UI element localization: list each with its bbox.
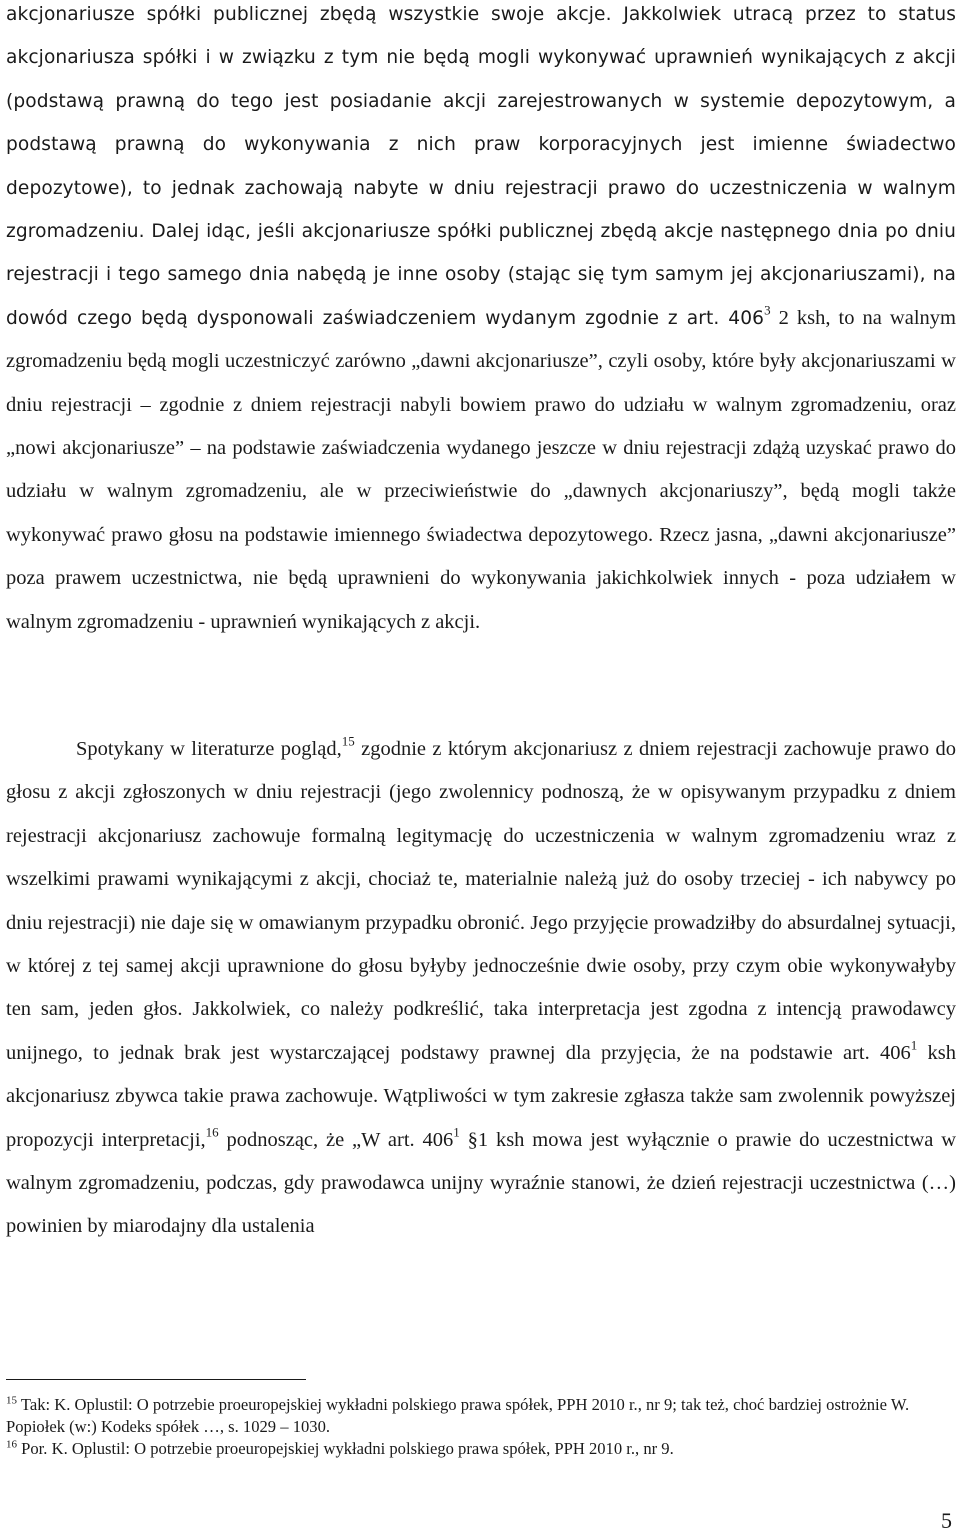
footnote-ref-15[interactable]: 15 bbox=[341, 733, 355, 749]
paragraph-1 bbox=[6, 0, 956, 644]
footnote-number-16: 16 bbox=[6, 1438, 17, 1450]
superscript-3: 3 bbox=[764, 302, 771, 318]
superscript-1-second: 1 bbox=[453, 1123, 460, 1139]
footnote-16 bbox=[6, 1438, 936, 1460]
footnotes bbox=[6, 1394, 936, 1459]
paragraph-2 bbox=[6, 728, 956, 1249]
paragraph-2-text-b: zgodnie z którym akcjonariusz z dniem rejestracji zachowuje prawo do głosu z akcji zgłoszonych w dniu rejestracji (jego zwolennicy podnoszą, że w opisywanym przypadku z dniem rejestracji akcjonariusz zachowuje formalną legitymację do uczestniczenia w walnym zgromadzeniu wraz z wszelkimi prawami wynikającymi z akcji, chociaż te, materialnie należą już do osoby trzeciej - ich nabywcy po dniu rejestracji) nie daje się w omawianym przypadku obronić. Jego przyjęcie prowadziłby do absurdalnej sytuacji, w której z tej samej akcji uprawnione do głosu byłyby jednocześnie dwie osoby, przy czym obie wykonywałyby ten sam, jeden głos. Jakkolwiek, co należy podkreślić, taka interpretacja jest zgodna z intencją prawodawcy unijnego, to jednak brak jest wystarczającej podstawy prawnej dla przyjęcia, że na podstawie art. 406 bbox=[6, 738, 956, 1064]
footnote-ref-16[interactable]: 16 bbox=[205, 1123, 219, 1139]
paragraph-1-text-a: akcjonariusze spółki publicznej zbędą wszystkie swoje akcje. Jakkolwiek utracą przez to status akcjonariusza spółki i w związku z tym nie będą mogli wykonywać uprawnień wynikających z akcji (podstawą prawną do tego jest posiadanie akcji zarejestrowanych w systemie depozytowym, a podstawą prawną do wykonywania z nich praw korporacyjnych jest imienne świadectwo depozytowe), to jednak zachowają nabyte w dniu rejestracji prawo do uczestniczenia w walnym zgromadzeniu. Dalej idąc, jeśli akcjonariusze spółki publicznej zbędą akcje następnego dnia po dniu rejestracji i tego samego dnia nabędą je inne osoby (stając się tym samym jej akcjonariuszami), na dowód czego będą dysponowali zaświadczeniem wydanym zgodnie z art. 406 bbox=[6, 4, 956, 329]
paragraph-2-text-c: ksh akcjonariusz zbywca takie prawa zachowuje. Wątpliwości w tym zakresie zgłasza także sam zwolennik powyższej propozycji interpretacji, bbox=[6, 1041, 956, 1151]
footnote-15-text: Tak: K. Oplustil: O potrzebie proeuropejskiej wykładni polskiego prawa spółek, PPH 2010 r., nr 9; tak też, choć bardziej ostrożnie W. Popiołek (w:) Kodeks spółek …, s. 1029 – 1030. bbox=[6, 1395, 910, 1436]
superscript-1: 1 bbox=[910, 1037, 918, 1053]
paragraph-1-text-b: 2 ksh, to na walnym zgromadzeniu będą mogli uczestniczyć zarówno „dawni akcjonariusze”, czyli osoby, które były akcjonariuszami w dniu rejestracji – zgodnie z dniem rejestracji nabyli bowiem prawo do udziału w walnym zgromadzeniu, oraz „nowi akcjonariusze” – na podstawie zaświadczenia wydanego jeszcze w dniu rejestracji zdążą uzyskać prawo do udziału w walnym zgromadzeniu, ale w przeciwieństwie do „dawnych akcjonariuszy”, będą mogli także wykonywać prawo głosu na podstawie imiennego świadectwa depozytowego. Rzecz jasna, „dawni akcjonariusze” poza prawem uczestnictwa, nie będą uprawnieni do wykonywania jakichkolwiek innych - poza udziałem w walnym zgromadzeniu - uprawnień wynikających z akcji. bbox=[6, 306, 956, 633]
paragraph-2-text-d: podnosząc, że „W art. 406 bbox=[218, 1128, 454, 1151]
paragraph-2-text-a: Spotykany w literaturze pogląd, bbox=[76, 738, 342, 760]
footnote-separator bbox=[6, 1379, 306, 1380]
footnote-number-15: 15 bbox=[6, 1394, 17, 1407]
paragraph-2-text-e: §1 ksh mowa jest wyłącznie o prawie do uczestnictwa w walnym zgromadzeniu, podczas, gdy prawodawca unijny wyraźnie stanowi, że dzień rejestracji uczestnictwa (…) powinien by miarodajny dla ustalenia bbox=[6, 1128, 956, 1238]
page-number: 5 bbox=[941, 1508, 952, 1533]
footnote-16-text: Por. K. Oplustil: O potrzebie proeuropejskiej wykładni polskiego prawa spółek, PPH 2010 r., nr 9. bbox=[17, 1438, 674, 1458]
footnote-15 bbox=[6, 1394, 936, 1438]
